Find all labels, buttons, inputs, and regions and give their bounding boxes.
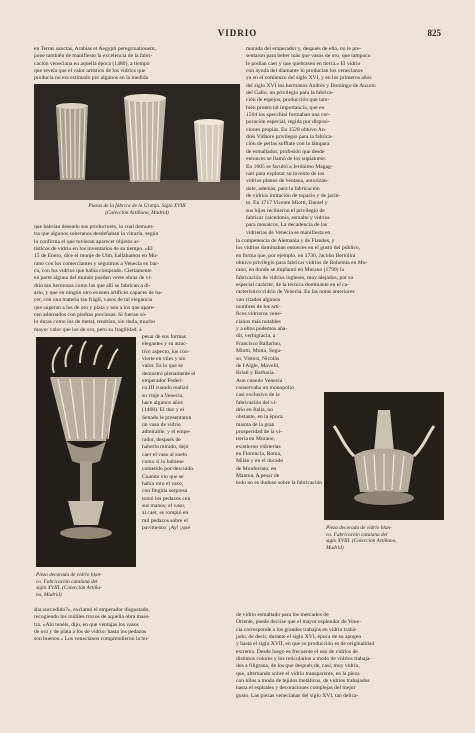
left-column-middle-line: 15 de Enero, dice el monje de Ulm, hallábamos en Mu-	[34, 253, 158, 260]
figure2-caption-line3: siglo XVIII. (Colección Artiña-	[36, 585, 102, 592]
left-column-middle-line: que superan a los de oro y plata y aun a los que apare-	[34, 304, 155, 311]
left-narrow-column	[142, 334, 232, 532]
left-narrow-column-line: Cuando vio que se	[142, 473, 184, 480]
bottom-paragraph-line: con hilos a modo de tejidos metálicos, de vidrios trabajados	[236, 678, 370, 685]
right-column-top-line: dole, además, para la fabricación	[246, 185, 320, 192]
middle-column-line: obtuvo privilegio para fabricar vidrios de Bohemia en Mu-	[236, 260, 368, 267]
left-column-bottom	[34, 607, 230, 644]
bottom-paragraph-line: hasta el espirales y decoraciones complejas del mejor	[236, 685, 356, 692]
middle-column-line: so, Vistosi, Nicolás	[236, 355, 280, 362]
middle-column-line: cianos más notables	[236, 318, 281, 325]
left-column-middle-line: cer, con una materia tan frágil, vasos de tal elegancia	[34, 297, 153, 304]
left-column-middle-line: ca, con los vidrios que había comprado. Ciertamente	[34, 268, 152, 275]
right-column-top-line: entonces se llamó de los supialume.	[246, 156, 327, 163]
right-column-top-line: vidrierías de Venecia se manifiesta en	[246, 229, 331, 236]
middle-column-line: obstante, en la época	[236, 414, 283, 421]
figure2-caption-line4: no, Madrid)	[36, 591, 62, 598]
right-column-top-line: vidrios planos de ventana, autorizán-	[246, 178, 329, 185]
left-narrow-column-line: su viaje a Venecia,	[142, 392, 184, 399]
right-column-top-line: poración especial, regida por disposi-	[246, 119, 330, 126]
left-narrow-column-line: con fingida sorpresa	[142, 488, 188, 495]
right-column-top-line: bién pronto tal importancia, que en	[246, 104, 325, 111]
figure2-caption	[36, 572, 138, 598]
top-left-paragraph-line: pone también de manifiesto la excelencia de la fabri-	[34, 53, 153, 60]
figure2-caption-line1: Pieza decorada de vidrio blan-	[36, 572, 102, 578]
right-column-top-line: de esmaltador, profesión que desde	[246, 148, 325, 155]
right-column-top-line: drés Vidaore privilegio para la fabrica-	[246, 134, 333, 141]
middle-column-line: existieron vidrierías	[236, 443, 281, 450]
figure1-caption-line2: (Colección Artiñano, Madrid)	[105, 209, 169, 216]
left-narrow-column-line: tomó los pedazos con	[142, 495, 191, 502]
left-column-middle-line: que habrían deseado sus productores, lo cual demues-	[34, 224, 155, 230]
left-column-middle-line: lo confirma el que tuvieran aparecer objetos ar-	[34, 238, 140, 245]
middle-column-line: en Florencia, Roma,	[236, 450, 282, 457]
middle-column-line: dir, verbigracia, a	[236, 333, 276, 340]
right-column-top-line: morada del emperador y, después de ello, no le pre-	[246, 46, 362, 52]
figure3-caption-line2: co. Fabricación catalana del	[326, 531, 388, 538]
middle-column-line: Mantua. A pesar de	[236, 473, 280, 479]
left-narrow-column-line: co III cuando realizó	[142, 385, 189, 392]
right-column-top-line: ciones propias. En 1528 obtuvo An-	[246, 126, 327, 133]
right-column-top-line: ya en el comienzo del siglo XVI, y en los primeros años	[246, 75, 372, 82]
left-column-middle-line: ario, y que en ningún otro existen artífices capaces de ha-	[34, 290, 163, 297]
left-narrow-column-line: Senado le presentaron	[142, 414, 192, 421]
left-narrow-column-line: caer el vaso al suelo	[142, 451, 188, 458]
left-narrow-column-line: emperador Federi-	[142, 378, 184, 385]
top-left-paragraph-line: que revela que el valor artístico de los vidrios que	[34, 68, 146, 75]
bottom-paragraph-line: Oriente, puede decirse que el mayor esplendor de Vene-	[236, 619, 361, 626]
right-column-top-line: del Gallo, un privilegio para la fabrica-	[246, 90, 334, 97]
left-narrow-column-line: haberlo mirado, dejó	[142, 444, 189, 451]
right-column-top-line: to. En 1717 Vicente Miotti, Daniel y	[246, 200, 328, 207]
middle-column-line: la competencia de Alemania y de Flandes, y	[236, 238, 335, 244]
bottom-paragraph-line: dos a filigrana, de los que después de, casi, muy vidrio,	[236, 663, 360, 670]
left-narrow-column-line: al caer, se rompió en	[142, 510, 189, 517]
middle-column-line: de Monferrato, en	[236, 465, 277, 472]
figure2-caption-line2: co. Fabricación catalana del	[36, 578, 98, 585]
left-column-bottom-line: de oro y de plata a los de vidrio: hasta los pedazos	[34, 629, 147, 636]
bottom-paragraph-line: que, alternando sobre el vidrio transparente, en la pieza	[236, 670, 360, 677]
left-narrow-column-line: cometido por descuido.	[142, 466, 195, 473]
right-column-top-line: En 1605 se facultó a Jerónimo Magag-	[246, 163, 333, 170]
left-column-middle-line: lo duras como los de metal, tendrían, sin duda, mucho	[34, 319, 155, 326]
left-column-bottom-line: tra. «Ahí tenéis, dijo, en que ventajas los vasos	[34, 621, 139, 628]
figure1-caption-line1: Piezas de la fábrica de la Granja. Siglo XVIII	[88, 203, 186, 209]
right-column-top-line: de vidrios imitación de topacio y de jacin-	[246, 192, 341, 199]
middle-column-line: Milán y en el ducado	[236, 458, 284, 465]
middle-column-line: conservaba un monopolio	[236, 384, 294, 391]
left-column-bottom-line: recogiendo los inútiles trozos de aquella obra maes-	[34, 614, 151, 621]
middle-column-line: especial carácter, de la técnica dominante en el ca-	[236, 282, 349, 289]
figure1-caption	[34, 203, 240, 216]
middle-column-line: rano, en donde se implantó en Murano (1790) la	[236, 267, 344, 274]
photo-granja-pieces	[34, 84, 240, 200]
left-column-middle-line: tra que algunos soberanos desdeñaban la vitraria, según	[34, 231, 159, 238]
left-narrow-column-line: demostró plenamente el	[142, 370, 196, 377]
right-column-top	[246, 46, 444, 237]
middle-column-line: van citados algunos	[236, 296, 281, 303]
right-column-top-line: le podían caer y que quebrasen en tierra.» El vidrio	[246, 60, 361, 67]
left-narrow-column-line: pavimento: ¡Ay! ¡qué	[142, 524, 190, 531]
left-narrow-column-line: hace algunos años	[142, 400, 183, 407]
right-column-top-line: del siglo XVI los hermanos Andrés y Domingo de Anzolo	[246, 82, 376, 89]
photo-catalan-vessel	[36, 337, 136, 567]
middle-column-line: drio en Italia, no	[236, 406, 273, 413]
bottom-paragraph-line: jado, de decir, durante el siglo XVI, época de su apogeo	[236, 634, 362, 641]
bottom-paragraph-line: distintos colores y los retícularios a modo de vidrios trabaja-	[236, 656, 372, 663]
middle-column-line: fabricación del vi-	[236, 399, 277, 406]
middle-column-line: Aun cuando Venecia	[236, 377, 283, 384]
middle-column-line: trería en Murano,	[236, 436, 275, 443]
page-header	[34, 28, 441, 40]
left-narrow-column-line: valor. Es lo que se	[142, 363, 183, 370]
left-narrow-column-line: mil pedazos sobre el	[142, 517, 188, 524]
top-left-paragraph	[34, 46, 234, 83]
middle-column-line: prosperidad de la vi-	[236, 428, 283, 435]
bottom-paragraph-line: cia corresponde a los grandes trabajos en vidrio traba-	[236, 626, 357, 633]
left-column-bottom-line: sha succedido?», exclamó el emperador disgustado,	[34, 607, 150, 613]
left-column-middle-line: rano con los comerciantes y seguimos a Venecia en bar-	[34, 260, 159, 267]
right-column-top-line: sus hijos recibieron el privilegio de	[246, 207, 325, 214]
top-left-paragraph-line: cación veneciana en aquella época (1480), a tiempo	[34, 60, 150, 67]
middle-column-line: y a ellos podemos aña-	[236, 326, 288, 333]
middle-column-line: racterístico vidrio de Venecia. En las notas anteriores	[236, 289, 355, 296]
photo-catalan-cruet	[324, 392, 444, 520]
right-column-top-line: para mosaicos. La decadencia de las	[246, 222, 328, 229]
left-column-bottom-line: son buenos.» Los venecianos comprendieron la hu-	[34, 636, 149, 643]
right-column-top-line: ción de perlas soffiate con la lámpara	[246, 141, 330, 148]
left-column-middle-line: cen adornados con piedras preciosas. Si fueran só-	[34, 312, 147, 319]
figure3-caption-line4: Madrid)	[326, 544, 344, 551]
middle-column-line: los vidrios dominaban entonces en el gusto del público,	[236, 245, 361, 252]
right-column-top-line: ción de espejos, producción que tam-	[246, 97, 330, 104]
middle-column-line: Briati y Barbaria.	[236, 370, 275, 377]
middle-column-line: nombres de los artí-	[236, 304, 281, 311]
middle-column-line: todo no es dudoso sobre la fabricación	[236, 480, 323, 487]
bottom-paragraph-line: extrema. Desde luego es frecuente el uso de vidrios de	[236, 648, 358, 655]
left-narrow-column-line: pesar de sus formas	[142, 334, 186, 340]
right-column-top-line: fabricar calcedonia, esmalte y vidrios	[246, 214, 330, 221]
left-narrow-column-line: tivo aspecto, los con-	[142, 348, 190, 355]
middle-column-line: misma de la gran	[236, 421, 275, 428]
running-title: VIDRIO	[217, 28, 258, 38]
top-left-paragraph-line: en Terras sanctas, Arabias et Aegypti peregrinationem,	[34, 46, 156, 52]
page-number: 825	[427, 28, 441, 38]
left-narrow-column-line: elegantes y su atrac-	[142, 341, 188, 348]
left-narrow-column-line: vierte en viles y sin	[142, 356, 186, 363]
figure3-caption	[326, 525, 444, 551]
right-column-top-line: sentaron para beber más que vasos de oro, que tampoco	[246, 53, 371, 60]
left-narrow-column-line: sus manos; el vaso,	[142, 502, 186, 509]
bottom-paragraph-line: de vidrio esmaltado para los mercados de	[236, 612, 329, 618]
bottom-paragraph-line: y hasta el siglo XVII, en que su producción es de originalidad	[236, 641, 375, 648]
middle-column-line: fices vidrieros vene-	[236, 311, 282, 318]
right-column-top-line: con ayuda del diamante lo producían los venecianos	[246, 68, 363, 75]
left-narrow-column-line: había roto el vaso,	[142, 480, 184, 487]
middle-column-line: de l'Aigle, Movelli,	[236, 362, 280, 369]
left-column-middle-line: mayor valor que los de oro, pero su fragilidad, a	[34, 326, 142, 333]
top-left-paragraph-line: producía no era estimado por algunos en la medida	[34, 75, 149, 82]
figure3-caption-line1: Pieza decorada de vidrio blan-	[326, 525, 392, 531]
left-column-middle	[34, 224, 230, 334]
left-narrow-column-line: admirable, y el empe-	[142, 429, 191, 436]
middle-column-line: en forma que, por ejemplo, en 1736, Jacobo Bertolini	[236, 252, 356, 259]
middle-column-line: Francisco Ballarino,	[236, 340, 282, 347]
middle-column-line: Miotti, Motta, Segu-	[236, 348, 282, 355]
left-column-middle-line: en parte alguna del mundo pueden verse obras de vi-	[34, 275, 152, 282]
middle-column-line: fabricación de vidrios ingleses, muy alejados, por su	[236, 274, 354, 281]
left-narrow-column-line: (1468). El dux y el	[142, 407, 185, 414]
bottom-paragraph	[236, 612, 444, 700]
right-column-top-line: 1564 los specchiai formaban una cor-	[246, 112, 330, 119]
bottom-paragraph-line: gusto. Las piezas venecianas del siglo XVI, tan delica-	[236, 692, 359, 699]
right-column-top-line: nati para explotar su invento de los	[246, 170, 325, 177]
left-narrow-column-line: rador, después de	[142, 436, 181, 443]
left-column-middle-line: drio tan hermosas como las que allí se fabrican a di-	[34, 282, 151, 289]
left-column-middle-line: tísticos de vidrio en los inventarios de su tiempo. «El	[34, 246, 153, 253]
figure3-caption-line3: siglo XVIII. (Colección Artiñano,	[326, 538, 397, 545]
left-narrow-column-line: un vaso de vidrio	[142, 422, 181, 429]
left-narrow-column-line: como si lo hubiese	[142, 458, 184, 465]
middle-column-line: casi exclusivo de la	[236, 392, 280, 399]
